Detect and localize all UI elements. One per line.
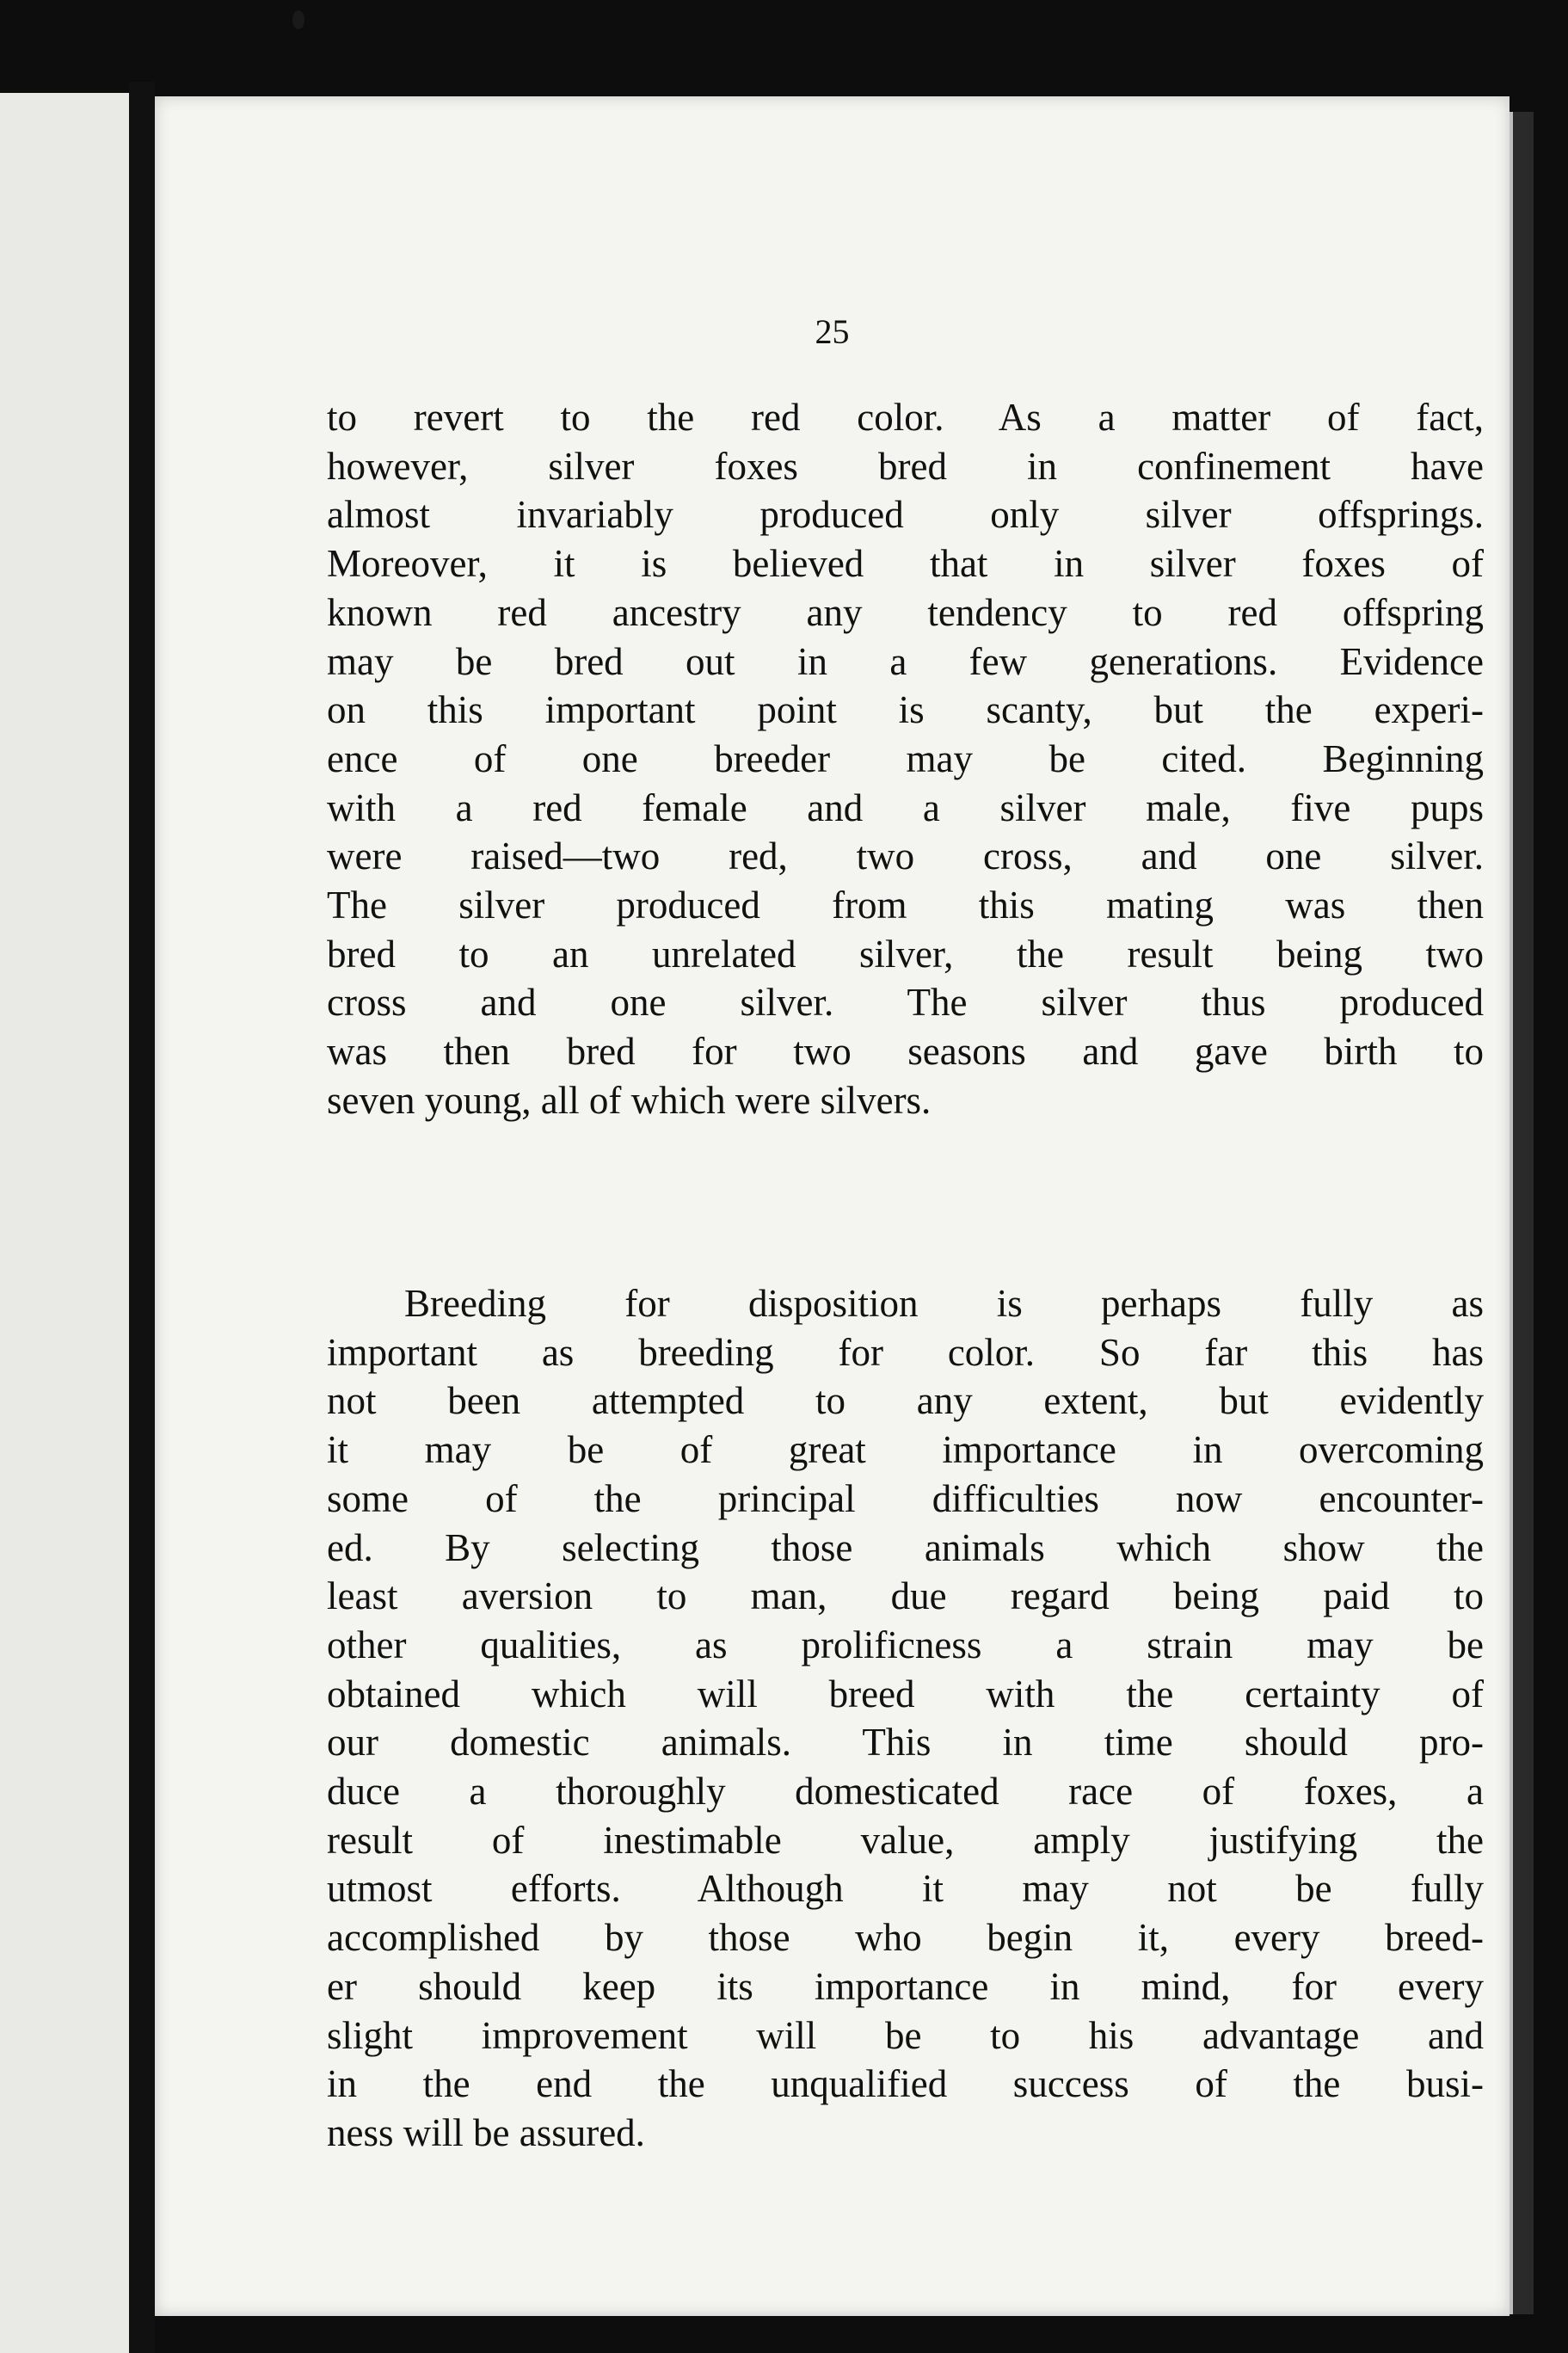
text-line: bred to an unrelated silver, the result being two — [327, 932, 1484, 976]
text-line: however, silver foxes bred in confinement have — [327, 444, 1484, 488]
text-line: were raised—two red, two cross, and one silver. — [327, 835, 1484, 878]
text-line: The silver produced from this mating was then — [327, 884, 1484, 927]
text-line: it may be of great importance in overcoming — [327, 1428, 1484, 1472]
text-line: ness will be assured. — [327, 2110, 645, 2154]
paragraph-1 — [327, 393, 1484, 1125]
text-line: cross and one silver. The silver thus produced — [327, 981, 1484, 1025]
text-line: important as breeding for color. So far this has — [327, 1330, 1484, 1374]
text-line: least aversion to man, due regard being paid to — [327, 1574, 1484, 1618]
text-line: some of the principal difficulties now encounter- — [327, 1476, 1484, 1520]
text-line: er should keep its importance in mind, for every — [327, 1964, 1484, 2008]
page-number: 25 — [815, 312, 850, 351]
text-line: utmost efforts. Although it may not be fully — [327, 1867, 1484, 1911]
text-line: Breeding for disposition is perhaps fully as — [404, 1282, 1484, 1325]
scan-smudge — [292, 10, 304, 29]
text-line: was then bred for two seasons and gave birth to — [327, 1030, 1484, 1074]
text-line: Moreover, it is believed that in silver foxes of — [327, 542, 1484, 586]
text-line: duce a thoroughly domesticated race of foxes, a — [327, 1770, 1484, 1814]
text-line: with a red female and a silver male, five pups — [327, 785, 1484, 829]
text-line: known red ancestry any tendency to red offspring — [327, 590, 1484, 634]
text-line: obtained which will breed with the certainty of — [327, 1672, 1484, 1715]
text-line: on this important point is scanty, but the experi- — [327, 688, 1484, 732]
text-line: in the end the unqualified success of the busi- — [327, 2062, 1484, 2106]
text-line: our domestic animals. This in time should pro- — [327, 1721, 1484, 1765]
text-line: other qualities, as prolificness a strain may be — [327, 1623, 1484, 1666]
facing-page-edge — [0, 93, 129, 2353]
paragraph-2 — [327, 1279, 1484, 2158]
text-line: accomplished by those who begin it, every breed- — [327, 1916, 1484, 1960]
book-spine-shadow — [129, 82, 155, 2353]
text-line: to revert to the red color. As a matter of fact, — [327, 396, 1484, 439]
text-line: not been attempted to any extent, but evidently — [327, 1379, 1484, 1423]
text-line: almost invariably produced only silver offsprings. — [327, 493, 1484, 537]
text-line: slight improvement will be to his advantage and — [327, 2013, 1484, 2057]
text-line: may be bred out in a few generations. Evidence — [327, 639, 1484, 683]
text-line: result of inestimable value, amply justifying the — [327, 1818, 1484, 1862]
text-line: ed. By selecting those animals which show the — [327, 1525, 1484, 1569]
book-page — [155, 96, 1510, 2316]
right-page-edge — [1510, 112, 1534, 2314]
text-line: seven young, all of which were silvers. — [327, 1078, 932, 1122]
text-line: ence of one breeder may be cited. Beginning — [327, 736, 1484, 780]
